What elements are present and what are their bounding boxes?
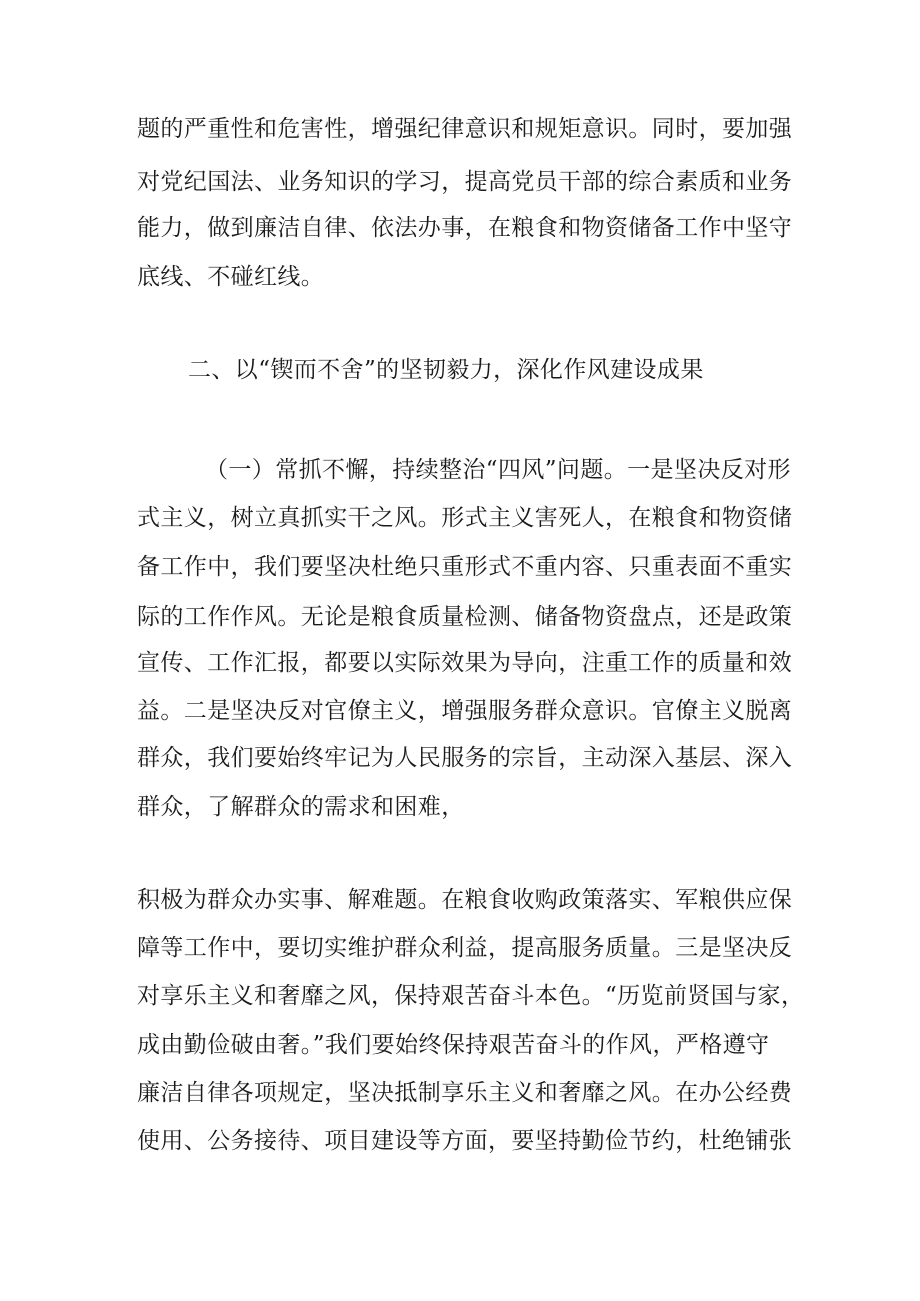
section-heading: 二、以“锲而不舍”的坚韧毅力，深化作风建设成果 (188, 357, 704, 383)
text-line: 题的严重性和危害性，增强纪律意识和规矩意识。同时，要加强 (137, 116, 793, 142)
text-line: 积极为群众办实事、解难题。在粮食收购政策落实、军粮供应保 (137, 887, 793, 913)
text-line: 使用、公务接待、项目建设等方面，要坚持勤俭节约，杜绝铺张 (137, 1128, 793, 1154)
text-line: 际的工作作风。无论是粮食质量检测、储备物资盘点，还是政策 (137, 604, 793, 630)
text-line: 廉洁自律各项规定，坚决抵制享乐主义和奢靡之风。在办公经费 (137, 1080, 793, 1106)
text-line: 对享乐主义和奢靡之风，保持艰苦奋斗本色。“历览前贤国与家， (137, 983, 805, 1009)
text-line: 益。二是坚决反对官僚主义，增强服务群众意识。官僚主义脱离 (137, 698, 793, 724)
text-line: 式主义，树立真抓实干之风。形式主义害死人，在粮食和物资储 (137, 505, 793, 531)
text-line: 群众，了解群众的需求和困难， (137, 794, 465, 820)
text-line: 能力，做到廉洁自律、依法办事，在粮食和物资储备工作中坚守 (137, 215, 793, 241)
text-line: 障等工作中，要切实维护群众利益，提高服务质量。三是坚决反 (137, 935, 793, 961)
text-line: 底线、不碰红线。 (137, 264, 325, 290)
text-line: 宣传、工作汇报，都要以实际效果为导向，注重工作的质量和效 (137, 650, 793, 676)
text-line: 备工作中，我们要坚决杜绝只重形式不重内容、只重表面不重实 (137, 554, 793, 580)
text-line: 对党纪国法、业务知识的学习，提高党员干部的综合素质和业务 (137, 169, 793, 195)
text-line: 成由勤俭破由奢。”我们要始终保持艰苦奋斗的作风，严格遵守 (137, 1032, 770, 1058)
text-line: （一）常抓不懈，持续整治“四风”问题。一是坚决反对形 (205, 457, 791, 483)
text-line: 群众，我们要始终牢记为人民服务的宗旨，主动深入基层、深入 (137, 745, 793, 771)
